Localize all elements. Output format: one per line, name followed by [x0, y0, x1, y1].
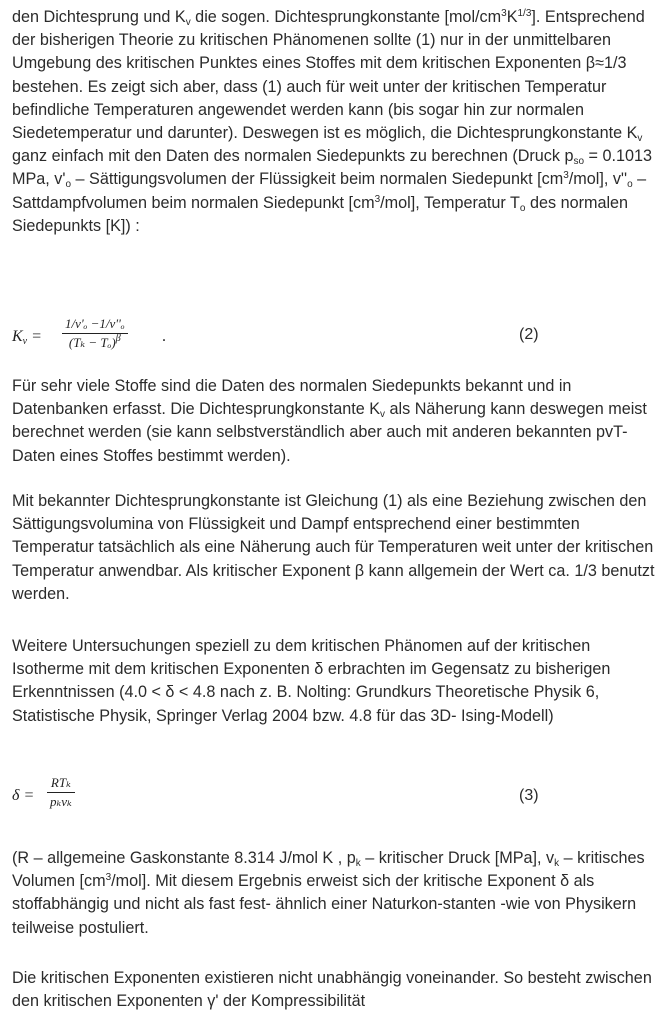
- text-run: ganz einfach mit den Daten des normalen Siedepunkts zu berechnen (Druck p: [12, 147, 574, 166]
- equation-2-numerator: 1/v'ₒ −1/v''ₒ: [65, 316, 125, 331]
- paragraph-1: [12, 6, 662, 238]
- subscript: o: [627, 179, 633, 191]
- subscript: v: [637, 133, 643, 145]
- paragraph-3: Mit bekannter Dichtesprungkonstante ist Gleichung (1) als eine Beziehung zwischen den Sättigungsvolumina von Flüssigkeit und Dampf entsprechend einer bestimmten Temperatur tatsächlich als eine Näherung auch für Temperaturen weit unter der kritischen Temperatur anwendbar. Als kritischer Exponent β kann allgemein der Wert ca. 1/3 benutzt werden.: [12, 492, 655, 603]
- subscript: o: [519, 202, 526, 214]
- equation-3-lhs: δ =: [12, 787, 35, 804]
- superscript: 1/3: [517, 8, 532, 19]
- superscript: 3: [374, 193, 381, 205]
- paragraph-6: Die kritischen Exponenten existieren nicht unabhängig voneinander. So besteht zwischen den kritischen Exponenten γ' der Kompressibilität: [12, 969, 652, 1011]
- text-run: die sogen. Dichtesprungkonstante [mol/cm: [190, 8, 502, 26]
- superscript: 3: [563, 170, 569, 182]
- text-run: – kritischer Druck [MPa], v: [360, 849, 555, 867]
- text-run: – kritisches Volumen [cm: [12, 849, 645, 891]
- subscript: k: [554, 858, 560, 869]
- subscript: v: [185, 17, 191, 28]
- text-run: ].: [531, 8, 541, 26]
- subscript: so: [573, 156, 585, 168]
- superscript: 3: [105, 872, 112, 884]
- text-run: /mol], Temperatur T: [380, 193, 520, 212]
- equation-2-number: (2): [519, 326, 539, 343]
- fraction-bar: [47, 792, 75, 793]
- equation-3-denominator: pₖvₖ: [50, 794, 72, 809]
- text-run: Entsprechend der bisherigen Theorie zu kritischen Phänomenen sollte (1) nur in der unmittelbaren Umgebung des kritischen Punktes eines Stoffes mit dem kritischen Exponenten β≈1/3 bestehen. Es zeigt sich aber, dass (1) auch für weit unter der kritischen Temperatur befindliche Temperaturen angewendet werden kann (bis sogar hin zur normalen Siedetemperatur und darunter). Deswegen ist es möglich, die Dichtesprungkonstante K: [12, 8, 645, 143]
- text-run: – Sattdampfvolumen beim normalen Siedepunkt [cm: [12, 170, 647, 212]
- text-run: den Dichtesprung und K: [12, 8, 186, 26]
- equation-2-denominator: $(T_k - T_o)^\beta$: [68, 333, 121, 350]
- text-run: des normalen Siedepunkts [K]) :: [12, 193, 629, 235]
- subscript: v: [380, 409, 386, 421]
- equation-2: [12, 316, 662, 366]
- equation-3-number: (3): [519, 787, 539, 804]
- text-run: (R – allgemeine Gaskonstante 8.314 J/mol K , p: [12, 849, 356, 867]
- text-run: /mol]. Mit diesem Ergebnis erweist sich der kritische Exponent δ als stoffabhängig und nicht als fast fest- ähnlich einer Naturkon-stanten -wie von Physikern teilweise postuliert.: [12, 872, 637, 937]
- equation-2-lhs: $K_v$ =: [12, 328, 42, 347]
- paragraph-5: [12, 847, 662, 940]
- text-run: K: [506, 8, 518, 26]
- text-run: – Sättigungsvolumen der Flüssigkeit beim normalen Siedepunkt [cm: [71, 170, 564, 189]
- paragraph-4: Weitere Untersuchungen speziell zu dem kritischen Phänomen auf der kritischen Isotherme mit dem kritischen Exponenten δ erbrachten im Gegensatz zu bisherigen Erkenntnissen (4.0 < δ < 4.8 nach z. B. Nolting: Grundkurs Theoretische Physik 6, Statistische Physik, Springer Verlag 2004 bzw. 4.8 für das 3D- Ising-Modell): [12, 637, 611, 725]
- text-run: /mol], v'': [568, 170, 628, 189]
- equation-3: [12, 773, 662, 823]
- equation-3-numerator: RTₖ: [50, 775, 71, 790]
- superscript: 3: [501, 8, 507, 19]
- paragraph-2: [12, 375, 662, 468]
- subscript: k: [355, 858, 361, 869]
- text-run: als Näherung kann deswegen meist berechnet werden (sie kann selbstverständlich aber auch mit anderen bekannten pvT- Daten eines Stoffes bestimmt werden).: [12, 400, 647, 465]
- text-run: Für sehr viele Stoffe sind die Daten des normalen Siedepunkts bekannt und in Datenbanken erfasst. Die Dichtesprungkonstante K: [12, 377, 572, 419]
- equation-3-fraction: [47, 775, 75, 810]
- text-run: = 0.1013 MPa, v': [12, 147, 653, 189]
- equation-2-period: .: [162, 328, 166, 345]
- subscript: o: [65, 179, 72, 191]
- equation-2-fraction: [62, 316, 128, 351]
